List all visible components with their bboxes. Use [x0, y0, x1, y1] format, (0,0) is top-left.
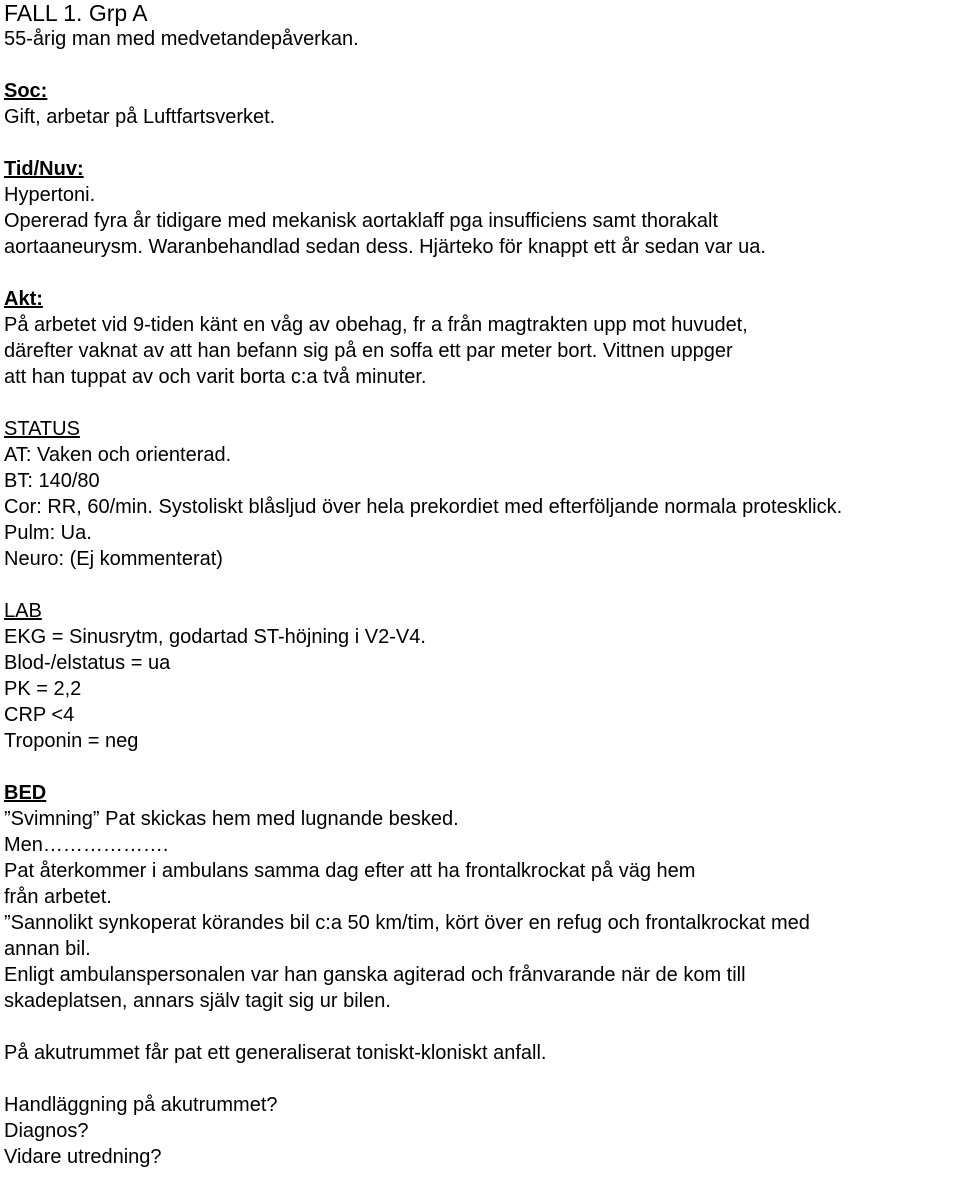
question-line: Vidare utredning? — [4, 1146, 162, 1168]
status-line: Neuro: (Ej kommenterat) — [4, 548, 223, 570]
status-heading: STATUS — [4, 418, 80, 440]
lab-line: PK = 2,2 — [4, 678, 82, 700]
akt-heading: Akt: — [4, 288, 43, 310]
case-document — [4, 0, 956, 1170]
lab-heading: LAB — [4, 600, 42, 622]
bed-line: annan bil. — [4, 938, 91, 960]
status-line: BT: 140/80 — [4, 470, 100, 492]
question-line: Handläggning på akutrummet? — [4, 1094, 278, 1116]
question-line: Diagnos? — [4, 1120, 89, 1142]
status-line: Cor: RR, 60/min. Systoliskt blåsljud över hela prekordiet med efterföljande normala proteskl​ick. — [4, 496, 843, 518]
akt-line: därefter vaknat av att han befann sig på en soffa ett par meter bort. Vittnen uppger — [4, 340, 733, 362]
akt-line: På arbetet vid 9-tiden känt en våg av obehag, fr a från magtrakten upp mot huvudet, — [4, 314, 748, 336]
bed-line: från arbetet. — [4, 886, 112, 908]
bed-line: ”Sannolikt synkoperat körandes bil c:a 50 km/tim, kört över en refug och frontalkrockat med — [4, 912, 810, 934]
tidnuv-heading: Tid/Nuv: — [4, 158, 84, 180]
akutrum-line: På akutrummet får pat ett generaliserat toniskt-kloniskt anfall. — [4, 1042, 547, 1064]
lab-line: CRP <4 — [4, 704, 75, 726]
tidnuv-line: Hypertoni. — [4, 184, 96, 206]
status-line: Pulm: Ua. — [4, 522, 92, 544]
tidnuv-line: aortaaneurysm. Waranbehandlad sedan dess. Hjärteko för knappt ett år sedan var ua. — [4, 236, 766, 258]
status-line: AT: Vaken och orienterad. — [4, 444, 232, 466]
bed-line: Pat återkommer i ambulans samma dag efter att ha frontalkrockat på väg hem — [4, 860, 696, 882]
bed-line: ”Svimning” Pat skickas hem med lugnande besked. — [4, 808, 459, 830]
case-intro: 55-årig man med medvetandepåverkan. — [4, 28, 359, 50]
lab-line: Blod-/elstatus = ua — [4, 652, 171, 674]
soc-heading: Soc: — [4, 80, 48, 102]
soc-line: Gift, arbetar på Luftfartsverket. — [4, 106, 276, 128]
akt-line: att han tuppat av och varit borta c:a två minuter. — [4, 366, 427, 388]
bed-line: Enligt ambulanspersonalen var han ganska agiterad och frånvarande när de kom till — [4, 964, 746, 986]
case-title: FALL 1. Grp A — [4, 0, 148, 26]
bed-line: skadeplatsen, annars själv tagit sig ur bilen. — [4, 990, 391, 1012]
tidnuv-line: Opererad fyra år tidigare med mekanisk aortaklaff pga insufficiens samt thorakalt — [4, 210, 719, 232]
bed-heading: BED — [4, 782, 47, 804]
bed-line: Men………………. — [4, 834, 169, 856]
lab-line: EKG = Sinusrytm, godartad ST-höjning i V2-V4. — [4, 626, 426, 648]
lab-line: Troponin = neg — [4, 730, 139, 752]
